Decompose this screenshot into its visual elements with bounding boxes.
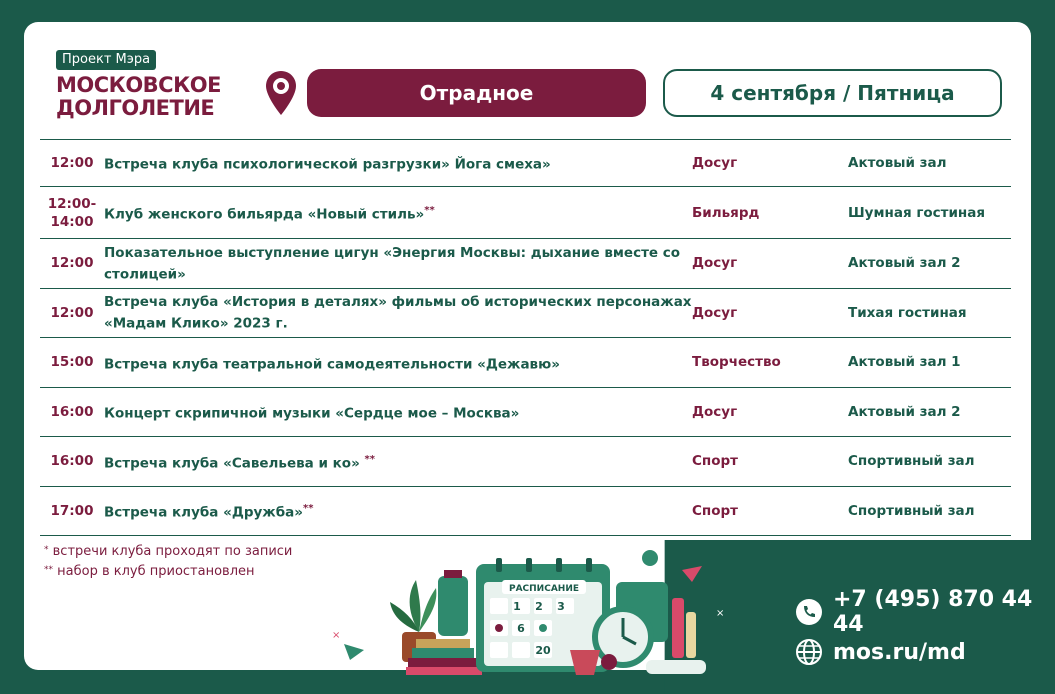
row-title: [104, 451, 692, 473]
row-title: [104, 500, 692, 522]
row-room: Актовый зал 2: [848, 255, 961, 272]
row-time: 12:00: [50, 304, 94, 321]
table-row: [40, 388, 1011, 438]
table-row: [40, 487, 1011, 537]
brand-name: [56, 74, 221, 120]
row-category: Спорт: [692, 502, 738, 519]
row-title: [104, 352, 692, 374]
row-title: [104, 152, 692, 174]
row-room: Актовый зал: [848, 155, 947, 171]
row-title-text: Встреча клуба психологической разгрузки» Йога смеха»: [104, 156, 551, 173]
row-mark: **: [364, 453, 375, 465]
row-time: 16:00: [50, 453, 94, 470]
phone-icon: [795, 598, 823, 626]
district-pill: Отрадное: [307, 69, 646, 117]
table-row: [40, 187, 1011, 239]
footnote-mark: **: [44, 565, 53, 575]
website-link[interactable]: mos.ru/md: [833, 639, 966, 665]
row-category: Творчество: [692, 354, 781, 371]
contacts: [795, 587, 1055, 672]
row-title-text: Встреча клуба театральной самодеятельности «Дежавю»: [104, 356, 560, 372]
brand-logo: [56, 48, 221, 120]
row-category: Досуг: [692, 155, 738, 171]
row-title: [104, 202, 692, 224]
project-badge: Проект Мэра: [56, 50, 156, 70]
table-row: [40, 338, 1011, 388]
footnotes: [44, 541, 292, 581]
svg-text:1: 1: [513, 600, 521, 613]
row-mark: **: [303, 503, 314, 514]
row-time: 12:00- 14:00: [47, 195, 97, 230]
row-time: 17:00: [50, 502, 94, 519]
phone-number[interactable]: +7 (495) 870 44 44: [833, 587, 1033, 637]
svg-text:2: 2: [535, 600, 543, 613]
row-category: Досуг: [692, 255, 738, 272]
row-title-text: Встреча клуба «Савельева и ко»: [104, 455, 365, 471]
row-category: Бильярд: [692, 204, 760, 221]
svg-text:×: ×: [332, 630, 341, 641]
schedule-table: [40, 139, 1011, 536]
row-room: Актовый зал 1: [848, 354, 961, 371]
footnote-text: набор в клуб приостановлен: [57, 564, 255, 579]
phone-line[interactable]: [795, 587, 1055, 637]
row-room: Спортивный зал: [848, 453, 975, 470]
row-title-text: Встреча клуба «Дружба»: [104, 504, 303, 521]
brand-line-2: ДОЛГОЛЕТИЕ: [56, 96, 215, 120]
svg-text:×: ×: [716, 608, 725, 619]
row-room: Тихая гостиная: [848, 304, 967, 321]
globe-icon: [795, 638, 823, 666]
row-time: 16:00: [50, 403, 94, 420]
svg-text:20: 20: [535, 644, 551, 657]
row-title: [104, 244, 692, 284]
row-mark: **: [424, 204, 435, 216]
row-time: 15:00: [50, 354, 94, 371]
footnote-1: [44, 541, 292, 561]
site-line[interactable]: [795, 632, 1055, 672]
table-row: [40, 289, 1011, 339]
books-icon: [406, 639, 482, 675]
row-room: Актовый зал 2: [848, 403, 961, 420]
row-category: Досуг: [692, 304, 738, 321]
row-title: [104, 401, 692, 423]
row-title-text: Встреча клуба «История в деталях» фильмы об исторических персонажах «Мадам Клико» 2023 г.: [104, 294, 692, 332]
schedule-illustration: [320, 540, 725, 680]
table-row: [40, 239, 1011, 289]
table-row: [40, 140, 1011, 187]
row-title-text: Концерт скрипичной музыки «Сердце мое – Москва»: [104, 405, 520, 422]
date-pill: 4 сентября / Пятница: [663, 69, 1002, 117]
brand-line-1: МОСКОВСКОЕ: [56, 73, 221, 97]
location-pin-icon: [264, 69, 298, 117]
svg-text:6: 6: [517, 622, 525, 635]
row-title: [104, 293, 692, 333]
footnote-text: встречи клуба проходят по записи: [52, 544, 293, 559]
svg-text:3: 3: [557, 600, 565, 613]
footnote-2: [44, 561, 292, 581]
row-title-text: Клуб женского бильярда «Новый стиль»: [104, 206, 425, 223]
table-row: [40, 437, 1011, 487]
row-time: 12:00: [50, 255, 94, 272]
paper-plane-icon: [682, 566, 702, 582]
row-time: 12:00: [50, 155, 94, 171]
row-category: Досуг: [692, 403, 738, 420]
row-category: Спорт: [692, 453, 738, 470]
row-room: Спортивный зал: [848, 502, 975, 519]
calendar-title: РАСПИСАНИЕ: [508, 584, 580, 594]
paper-plane-icon: [344, 644, 364, 660]
row-title-text: Показательное выступление цигун «Энергия Москвы: дыхание вместе со столицей»: [104, 244, 681, 282]
footnote-mark: *: [44, 545, 49, 555]
row-room: Шумная гостиная: [848, 204, 986, 221]
